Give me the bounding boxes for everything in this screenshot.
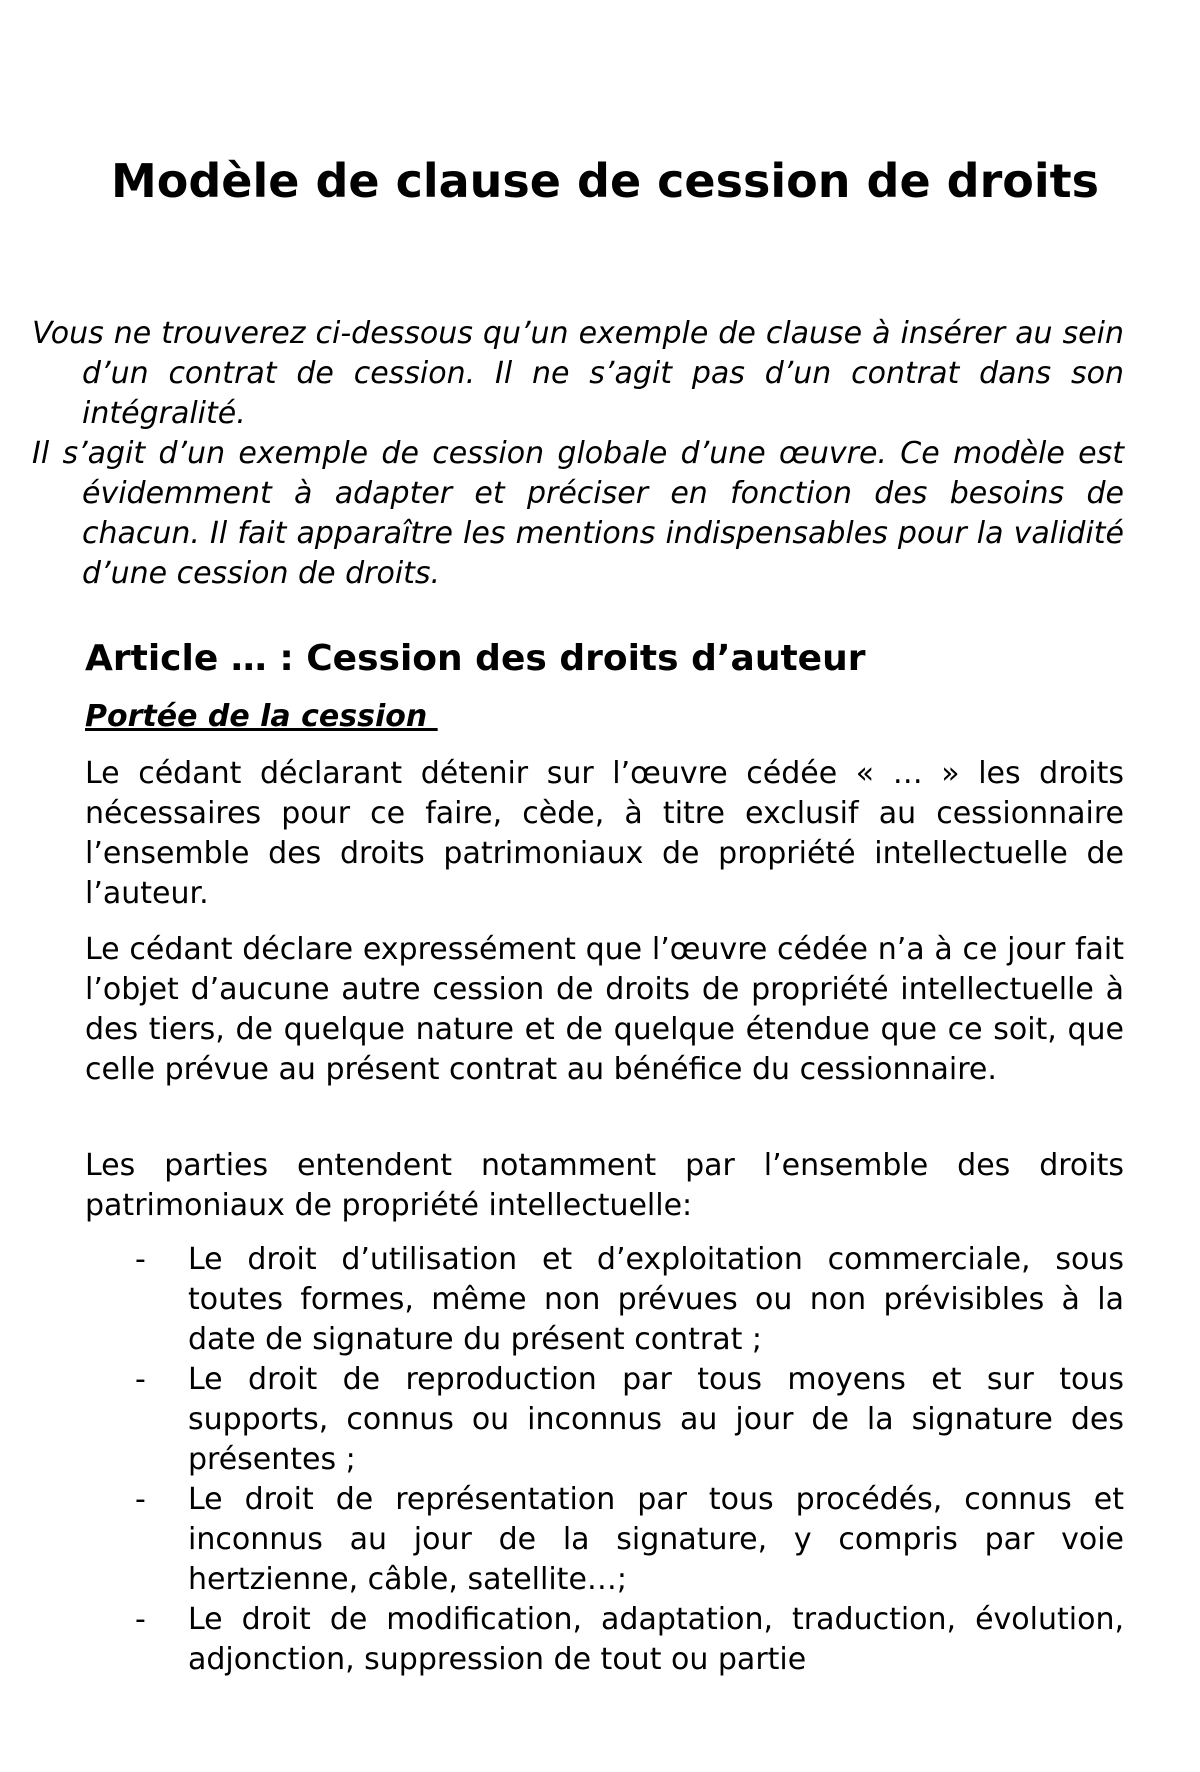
bullet-marker: - [135, 1362, 146, 1397]
list-item-text: Le droit de modification, adaptation, traduction, évolution, adjonction, suppression de tout ou partie [188, 1602, 1124, 1677]
rights-list [85, 1240, 1124, 1680]
body-paragraph: Le cédant déclare expressément que l’œuvre cédée n’a à ce jour fait l’objet d’aucune autre cession de droits de propriété intellectuelle à des tiers, de quelque nature et de quelque étendue que ce soit, que celle prévue au présent contrat au bénéfice du cessionnaire. [85, 932, 1124, 1087]
document-title: Modèle de clause de cession de droits [110, 154, 1100, 208]
list-item [85, 1240, 1124, 1360]
list-item [85, 1600, 1124, 1680]
intro-note: Vous ne trouverez ci-dessous qu’un exemple de clause à insérer au sein d’un contrat de cession. Il ne s’agit pas d’un contrat dans son intégralité. [32, 316, 1124, 431]
list-item [85, 1480, 1124, 1600]
intro-note: Il s’agit d’un exemple de cession globale d’une œuvre. Ce modèle est évidemment à adapter et préciser en fonction des besoins de chacun. Il fait apparaître les mentions indispensables pour la validité d’une cession de droits. [32, 436, 1124, 591]
list-item [85, 1360, 1124, 1480]
section-subheading: Portée de la cession [85, 699, 438, 734]
bullet-marker: - [135, 1482, 146, 1517]
list-item-text: Le droit de reproduction par tous moyens et sur tous supports, connus ou inconnus au jour de la signature des présentes ; [188, 1362, 1124, 1477]
bullet-marker: - [135, 1242, 146, 1277]
body-paragraph: Les parties entendent notamment par l’ensemble des droits patrimoniaux de propriété intellectuelle: [85, 1148, 1124, 1223]
list-item-text: Le droit de représentation par tous procédés, connus et inconnus au jour de la signature, y compris par voie hertzienne, câble, satellite…; [188, 1482, 1124, 1597]
article-heading: Article … : Cession des droits d’auteur [85, 638, 866, 679]
body-paragraph: Le cédant déclarant détenir sur l’œuvre cédée « … » les droits nécessaires pour ce faire, cède, à titre exclusif au cessionnaire l’ensemble des droits patrimoniaux de propriété intellectuelle de l’auteur. [85, 756, 1124, 911]
list-item-text: Le droit d’utilisation et d’exploitation commerciale, sous toutes formes, même non prévues ou non prévisibles à la date de signature du présent contrat ; [188, 1242, 1124, 1357]
bullet-marker: - [135, 1602, 146, 1637]
